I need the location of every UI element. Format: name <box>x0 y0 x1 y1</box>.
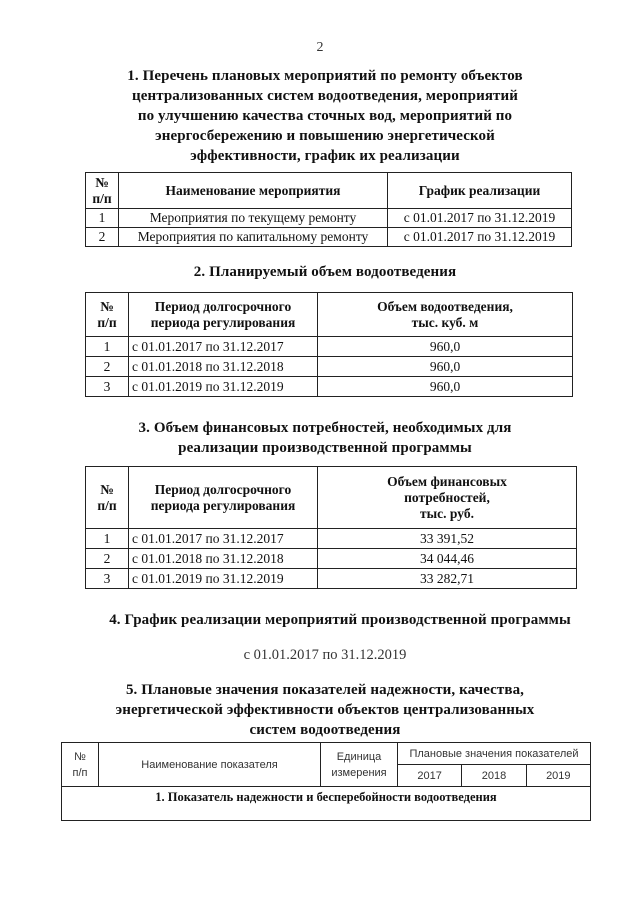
row-period: с 01.01.2019 по 31.12.2019 <box>129 377 318 397</box>
section4-period: с 01.01.2017 по 31.12.2019 <box>243 647 407 663</box>
section1-title-line: 1. Перечень плановых мероприятий по ремонту объектов <box>127 68 523 84</box>
header-no: № п/п <box>86 467 129 529</box>
section3-table <box>85 466 577 589</box>
page-number: 2 <box>316 40 324 55</box>
table-row <box>86 337 573 357</box>
section4-title: 4. График реализации мероприятий производственной программы <box>109 612 571 628</box>
table-row <box>86 357 573 377</box>
row-value: 34 044,46 <box>318 549 577 569</box>
header-volume: Объем водоотведения, тыс. куб. м <box>318 293 573 337</box>
table-header-row <box>86 467 577 529</box>
table-header-row <box>62 743 591 765</box>
table-row <box>86 549 577 569</box>
section2-table <box>85 292 573 397</box>
table-row <box>86 529 577 549</box>
header-schedule: График реализации <box>388 173 572 209</box>
row-period: с 01.01.2018 по 31.12.2018 <box>129 549 318 569</box>
header-no: № п/п <box>62 743 99 787</box>
header-no: № п/п <box>86 293 129 337</box>
table-header-row <box>86 173 572 209</box>
table-header-row <box>86 293 573 337</box>
table-section-row <box>62 787 591 821</box>
section3-title-line: 3. Объем финансовых потребностей, необходимых для <box>138 420 512 436</box>
table-row <box>86 377 573 397</box>
section2-title: 2. Планируемый объем водоотведения <box>193 264 457 280</box>
row-value: 33 391,52 <box>318 529 577 549</box>
section1-title-line: централизованных систем водоотведения, мероприятий <box>131 88 519 104</box>
row-no: 2 <box>86 228 119 247</box>
header-planned-values: Плановые значения показателей <box>398 743 591 765</box>
section1-title-line: эффективности, график их реализации <box>190 148 460 164</box>
table-row <box>86 569 577 589</box>
section5-title-line: энергетической эффективности объектов централизованных <box>115 702 535 718</box>
section3-title-line: реализации производственной программы <box>178 440 472 456</box>
section-row-label: 1. Показатель надежности и бесперебойности водоотведения <box>62 787 591 821</box>
section5-title-line: систем водоотведения <box>249 722 401 738</box>
row-no: 3 <box>86 377 129 397</box>
row-no: 2 <box>86 357 129 377</box>
table-row <box>86 228 572 247</box>
section1-title <box>60 66 590 166</box>
section5-table <box>61 742 591 821</box>
row-period: с 01.01.2017 по 31.12.2017 <box>129 337 318 357</box>
row-no: 1 <box>86 337 129 357</box>
row-schedule: с 01.01.2017 по 31.12.2019 <box>388 228 572 247</box>
row-period: с 01.01.2018 по 31.12.2018 <box>129 357 318 377</box>
header-unit: Единица измерения <box>321 743 398 787</box>
row-value: 960,0 <box>318 377 573 397</box>
row-activity-name: Мероприятия по текущему ремонту <box>119 209 388 228</box>
row-schedule: с 01.01.2017 по 31.12.2019 <box>388 209 572 228</box>
section5-title <box>40 680 610 740</box>
row-value: 960,0 <box>318 357 573 377</box>
section1-title-line: энергосбережению и повышению энергетической <box>155 128 495 144</box>
row-no: 2 <box>86 549 129 569</box>
section1-table <box>85 172 572 247</box>
header-activity-name: Наименование мероприятия <box>119 173 388 209</box>
header-period: Период долгосрочного периода регулирования <box>129 467 318 529</box>
row-value: 960,0 <box>318 337 573 357</box>
header-indicator-name: Наименование показателя <box>99 743 321 787</box>
row-period: с 01.01.2017 по 31.12.2017 <box>129 529 318 549</box>
table-row <box>86 209 572 228</box>
header-year: 2018 <box>462 765 526 787</box>
row-period: с 01.01.2019 по 31.12.2019 <box>129 569 318 589</box>
header-period: Период долгосрочного периода регулирования <box>129 293 318 337</box>
row-activity-name: Мероприятия по капитальному ремонту <box>119 228 388 247</box>
row-no: 3 <box>86 569 129 589</box>
section3-title <box>60 418 590 458</box>
row-no: 1 <box>86 209 119 228</box>
header-year: 2017 <box>398 765 462 787</box>
header-no: № п/п <box>86 173 119 209</box>
row-no: 1 <box>86 529 129 549</box>
section5-title-line: 5. Плановые значения показателей надежности, качества, <box>125 682 525 698</box>
header-financial-needs: Объем финансовых потребностей, тыс. руб. <box>318 467 577 529</box>
header-year: 2019 <box>526 765 590 787</box>
section1-title-line: по улучшению качества сточных вод, мероприятий по <box>137 108 513 124</box>
row-value: 33 282,71 <box>318 569 577 589</box>
